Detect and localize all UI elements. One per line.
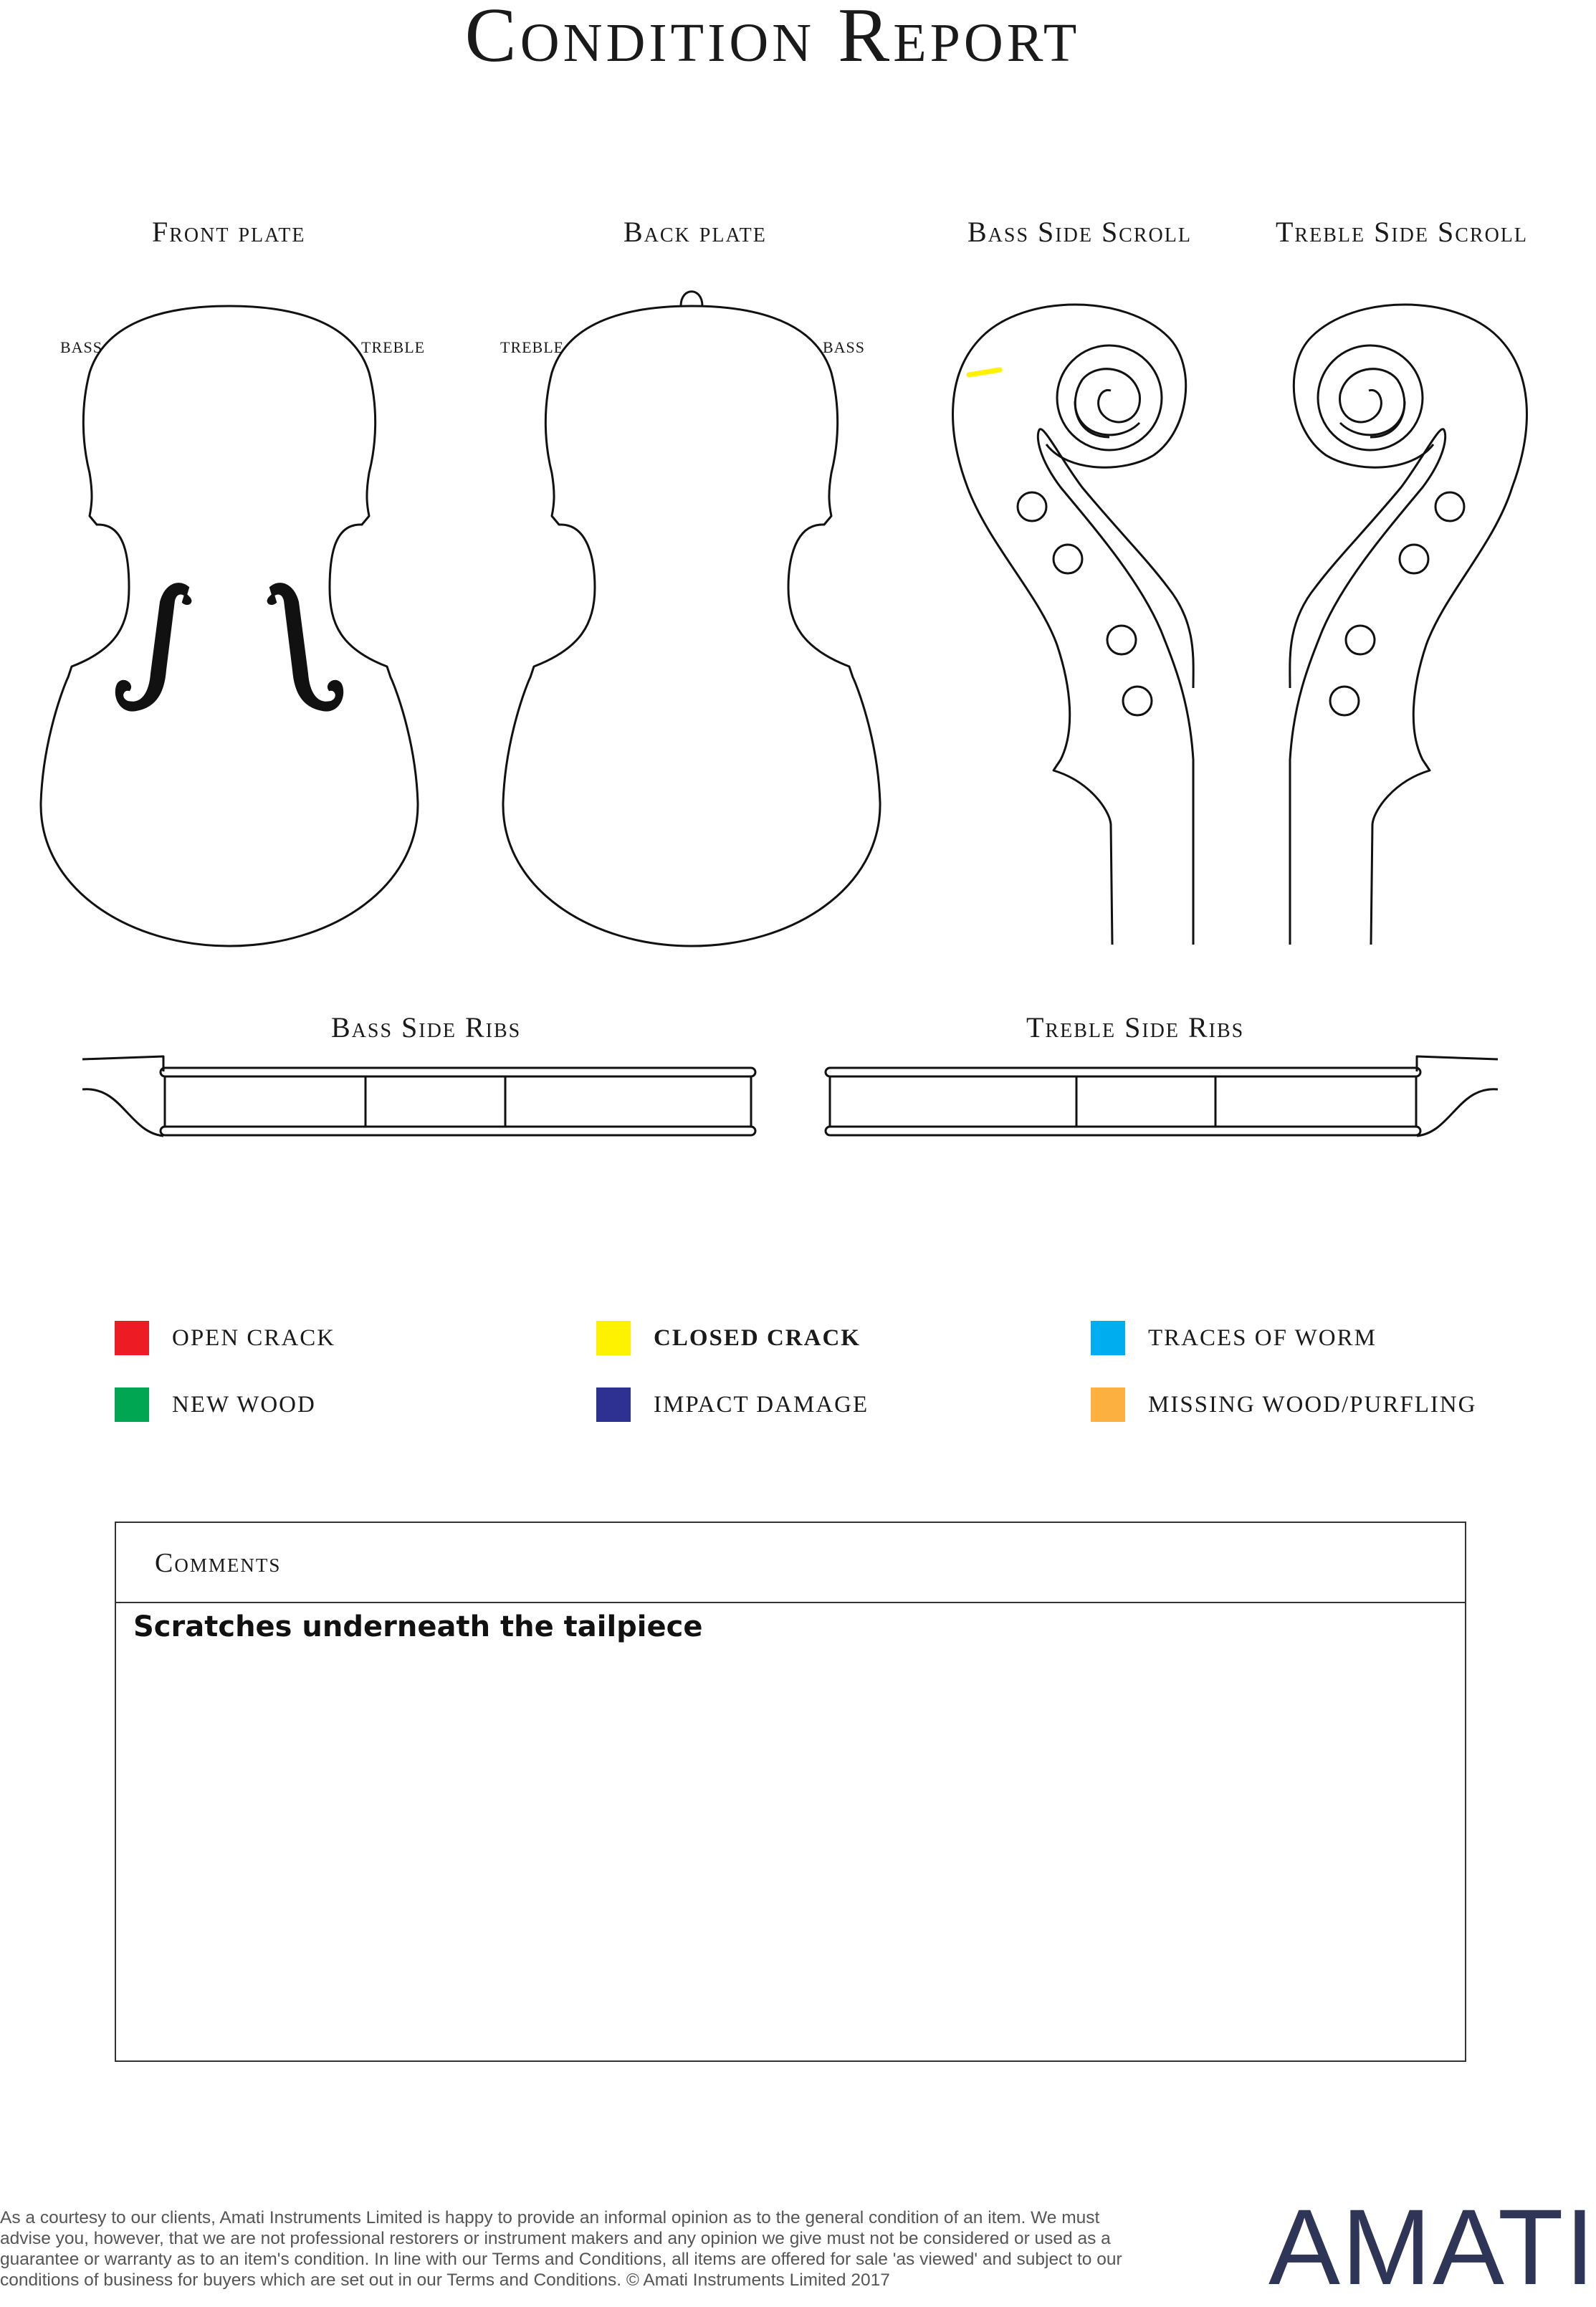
legend-new-wood: NEW WOOD [115, 1387, 316, 1422]
front-plate-heading: Front plate [152, 216, 306, 248]
legend-swatch-red [115, 1321, 149, 1355]
legend-swatch-green [115, 1387, 149, 1422]
treble-side-ribs-heading: Treble Side Ribs [1026, 1011, 1245, 1043]
disclaimer: As a courtesy to our clients, Amati Instruments Limited is happy to provide an informal opinion as to the general condition of an item. We must advise you, however, that we are not professional restorers or instrument makers and any opinion we give must not be considered or used as a guarantee or warranty as to an item's condition. In line with our Terms and Conditions, all items are offered for sale 'as viewed' and subject to our conditions of business for buyers which are set out in our Terms and Conditions. © Amati Instruments Limited 2017 [0, 2208, 1122, 2290]
bass-scroll-outline [1038, 429, 1193, 945]
bass-scroll-profile [953, 305, 1186, 945]
bass-side-scroll-heading: Bass Side Scroll [967, 216, 1192, 248]
treble-side-ribs-drawing [826, 1056, 1498, 1136]
treble-scroll-profile [1294, 305, 1526, 945]
back-bass-label: BASS [823, 338, 866, 356]
f-holes [117, 584, 342, 710]
closed-crack-mark [969, 370, 1000, 375]
legend-swatch-orange [1091, 1387, 1125, 1422]
treble-side-scroll-heading: Treble Side Scroll [1276, 216, 1529, 248]
legend-closed-crack: CLOSED CRACK [596, 1321, 861, 1355]
legend-swatch-navy [596, 1387, 631, 1422]
legend-swatch-blue [1091, 1321, 1125, 1355]
legend-impact-damage: IMPACT DAMAGE [596, 1387, 869, 1422]
front-treble-label: TREBLE [361, 338, 426, 356]
instrument-diagrams [0, 0, 1545, 1175]
front-plate-outline [41, 306, 418, 946]
back-plate-outline [503, 306, 880, 946]
back-treble-label: TREBLE [500, 338, 565, 356]
back-plate-heading: Back plate [623, 216, 767, 248]
back-plate-button [681, 292, 702, 306]
legend-open-crack: OPEN CRACK [115, 1321, 335, 1355]
bass-side-ribs-drawing [82, 1056, 755, 1136]
front-bass-label: BASS [60, 338, 103, 356]
legend-swatch-yellow [596, 1321, 631, 1355]
bass-side-ribs-heading: Bass Side Ribs [331, 1011, 522, 1043]
treble-scroll-outline [1290, 429, 1446, 945]
comments-header [116, 1523, 1465, 1603]
legend-missing-wood: MISSING WOOD/PURFLING [1091, 1387, 1477, 1422]
comments-box [115, 1522, 1466, 2062]
comments-text[interactable]: Scratches underneath the tailpiece [133, 1610, 703, 1643]
comments-heading: Comments [155, 1548, 282, 1578]
page-title: Condition Report [464, 0, 1081, 78]
amati-logo: AMATI [1268, 2187, 1596, 2307]
legend-traces-of-worm: TRACES OF WORM [1091, 1321, 1377, 1355]
